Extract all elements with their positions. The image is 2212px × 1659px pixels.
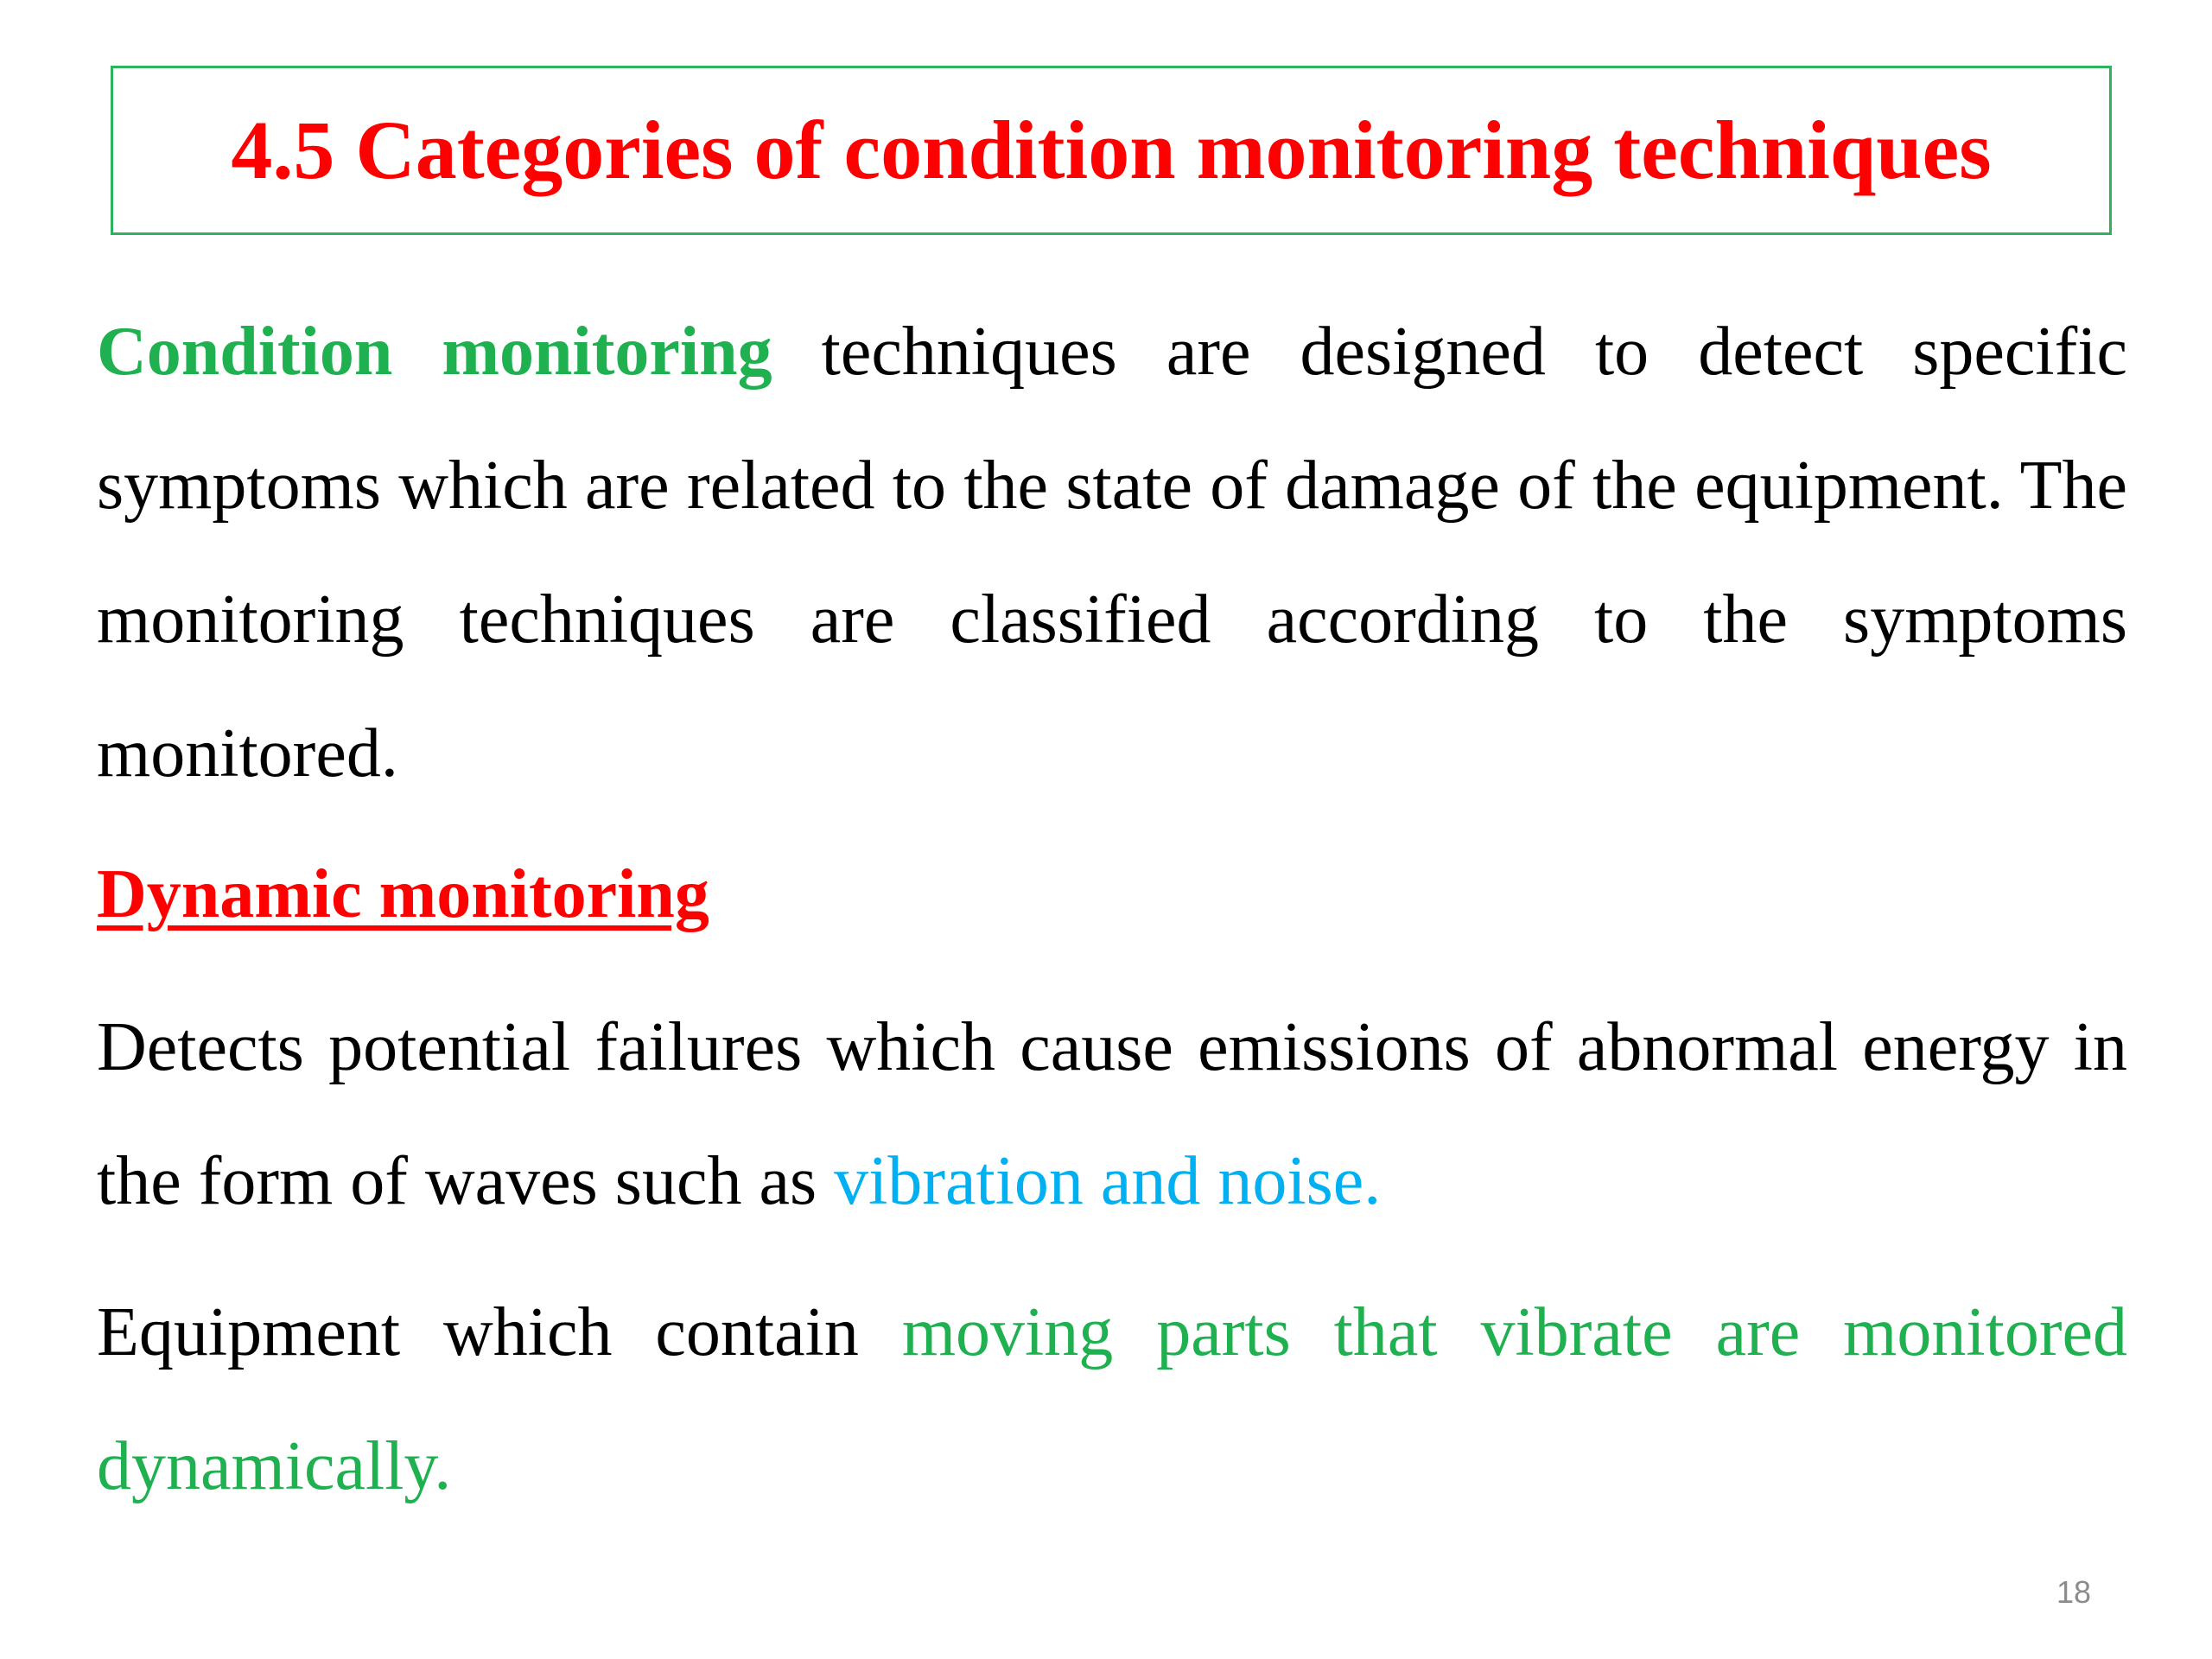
equipment-text: Equipment which contain [97,1294,902,1370]
intro-text: techniques are designed to detect specific symptoms which are related to the state of damage of the equipment. The monitoring techniques are classified according to the symptoms monitored. [97,314,2127,791]
detects-paragraph [97,981,2127,1249]
slide-content [97,285,2127,1534]
equipment-paragraph [97,1266,2127,1534]
detects-text: Detects potential failures which cause emissions of abnormal energy in the form of waves such as [97,1009,2127,1219]
equipment-highlight: moving parts that vibrate are monitored dynamically. [97,1294,2128,1504]
slide-title: 4.5 Categories of condition monitoring techniques [231,104,1992,196]
detects-highlight: vibration and noise. [834,1143,1382,1219]
page-number: 18 [2056,1574,2091,1610]
intro-paragraph [97,285,2127,821]
section-heading: Dynamic monitoring [97,856,709,932]
title-box [111,66,2112,235]
intro-highlight: Condition monitoring [97,314,772,390]
